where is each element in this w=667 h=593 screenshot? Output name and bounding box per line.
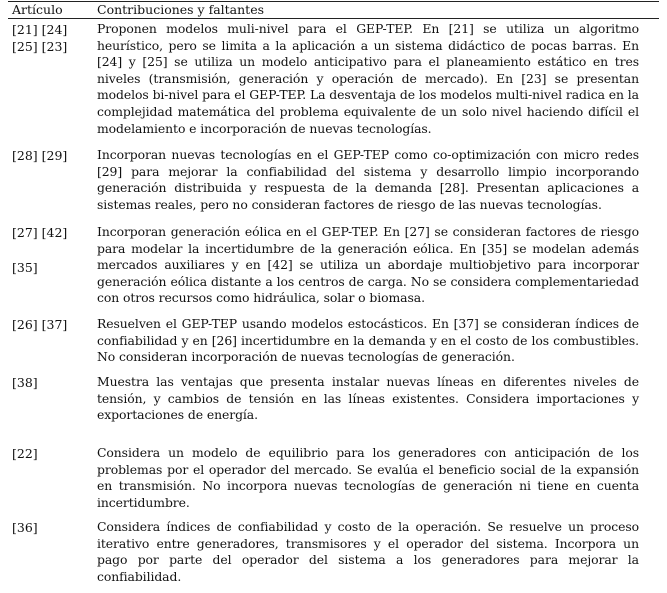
row-description: Resuelven el GEP-TEP usando modelos estocásticos. En [37] se consideran índices de confiabilidad y en [26] incertidumbre en la demanda y en el costo de los combustibles. No consideran incorporación de nuevas tecnologías de generación.	[97, 316, 639, 365]
column-header-articulo: Artículo	[12, 2, 63, 17]
row-references: [21] [24] [25] [23]	[12, 22, 68, 54]
row-references: [28] [29]	[12, 148, 68, 163]
row-description: Incorporan generación eólica en el GEP-TEP. En [27] se consideran factores de riesgo para modelar la incertidumbre de la generación eólica. En [35] se modelan además mercados auxiliares y en [42] se utiliza un abordaje multiobjetivo para incorporar generación eólica distante a los centros de carga. No se considera complementariedad con otros recursos como hidráulica, solar o biomasa.	[97, 224, 639, 306]
row-references: [36]	[12, 520, 38, 535]
row-references: [26] [37]	[12, 317, 68, 332]
row-references: [38]	[12, 375, 38, 390]
literature-review-table	[8, 0, 659, 593]
row-description: Considera índices de confiabilidad y costo de la operación. Se resuelve un proceso iterativo entre generadores, transmisores y el operador del sistema. Incorpora un pago por parte del operador del sistema a los generadores para mejorar la confiabilidad.	[97, 519, 639, 584]
row-references: [27] [42]	[12, 225, 68, 240]
row-references-secondary: [35]	[12, 260, 38, 275]
row-description: Considera un modelo de equilibrio para los generadores con anticipación de los problemas por el operador del mercado. Se evalúa el beneficio social de la expansión en transmisión. No incorpora nuevas tecnologías de generación ni tiene en cuenta incertidumbre.	[97, 445, 639, 510]
row-description: Incorporan nuevas tecnologías en el GEP-TEP como co-optimización con micro redes [29] para mejorar la confiabilidad del sistema y desarrollo limpio incorporando generación distribuida y respuesta de la demanda [28]. Presentan aplicaciones a sistemas reales, pero no consideran factores de riesgo de las nuevas tecnologías.	[97, 147, 639, 212]
row-description: Proponen modelos muli-nivel para el GEP-TEP. En [21] se utiliza un algoritmo heurístico, pero se limita a la aplicación a un sistema didáctico de pocas barras. En [24] y [25] se utiliza un modelo anticipativo para el planeamiento estático en tres niveles (transmisión, generación y operación de mercado). En [23] se presentan modelos bi-nivel para el GEP-TEP. La desventaja de los modelos multi-nivel radica en la complejidad matemática del problema equivalente de un solo nivel haciendo difícil el modelamiento e incorporación de nuevas tecnologías.	[97, 21, 639, 136]
row-description: Muestra las ventajas que presenta instalar nuevas líneas en diferentes niveles de tensión, y cambios de tensión en las líneas existentes. Considera importaciones y exportaciones de energía.	[97, 374, 639, 423]
column-header-contribuciones: Contribuciones y faltantes	[97, 2, 265, 17]
table-header-rule	[8, 18, 659, 19]
row-references: [22]	[12, 446, 38, 461]
